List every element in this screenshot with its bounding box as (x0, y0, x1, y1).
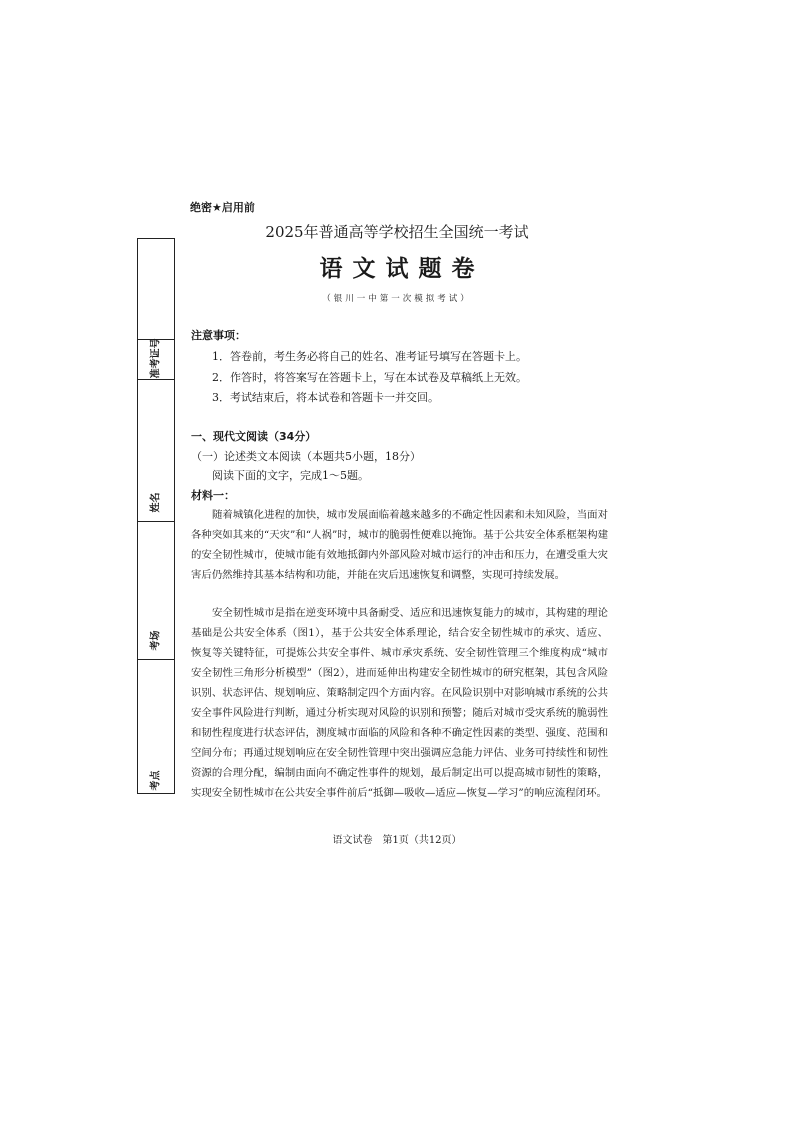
section-subheading: （一）论述类文本阅读（本题共5小题，18分） (191, 450, 421, 463)
page-footer: 语文试卷 第1页（共12页） (332, 835, 462, 846)
section-heading: 一、现代文阅读（34分） (191, 430, 317, 443)
material-label: 材料一： (191, 489, 235, 502)
notice-heading: 注意事项： (191, 329, 246, 342)
exam-room-label: 考场 (150, 630, 162, 651)
exam-title: 2025年普通高等学校招生全国统一考试 (265, 223, 529, 241)
notice-item: 3．考试结束后，将本试卷和答题卡一并交回。 (212, 391, 439, 404)
subject-title: 语文试题卷 (319, 255, 485, 282)
panel-divider (138, 659, 174, 660)
reading-instruction: 阅读下面的文字，完成1～5题。 (212, 469, 369, 482)
binding-side-panel (137, 238, 175, 794)
body-paragraph: 安全韧性城市是指在逆变环境中具备耐受、适应和迅速恢复能力的城市，其构建的理论基础是公共安全体系（图1），基于公共安全体系理论，结合安全韧性城市的承灾、适应、恢复等关键特征，可提炼公共安全事件、城市承灾系统、安全韧性管理三个维度构成“城市安全韧性三角形分析模型”（图2），进而延伸出构建安全韧性城市的研究框架，其包含风险识别、状态评估、规划响应、策略制定四个方面内容。在风险识别中对影响城市系统的公共安全事件风险进行判断，通过分析实现对风险的识别和预警；随后对城市受灾系统的脆弱性和韧性程度进行状态评估，测度城市面临的风险和各种不确定性因素的类型、强度、范围和空间分布；再通过规划响应在安全韧性管理中突出强调应急能力评估、业务可持续性和韧性资源的合理分配，编制由面向不确定性事件的规划，最后制定出可以提高城市韧性的策略，实现安全韧性城市在公共安全事件前后“抵御—吸收—适应—恢复—学习”的响应流程闭环。 (191, 607, 608, 799)
exam-site-label: 考点 (150, 770, 162, 791)
exam-number-label: 准考证号 (150, 338, 162, 379)
panel-divider (138, 521, 174, 522)
panel-divider (138, 379, 174, 380)
name-label: 姓名 (150, 492, 162, 513)
notice-item: 2．作答时，将答案写在答题卡上，写在本试卷及草稿纸上无效。 (212, 371, 527, 384)
notice-item: 1．答卷前，考生务必将自己的姓名、准考证号填写在答题卡上。 (212, 350, 527, 363)
body-paragraph: 随着城镇化进程的加快，城市发展面临着越来越多的不确定性因素和未知风险，当面对各种突如其来的“天灾”和“人祸”时，城市的脆弱性便难以掩饰。基于公共安全体系框架构建的安全韧性城市，使城市能有效地抵御内外部风险对城市运行的冲击和压力，在遭受重大灾害后仍然维持其基本结构和功能，并能在灾后迅速恢复和调整，实现可持续发展。 (191, 509, 608, 581)
confidential-label: 绝密★启用前 (190, 201, 255, 214)
exam-note: （银川一中第一次模拟考试） (322, 294, 472, 304)
